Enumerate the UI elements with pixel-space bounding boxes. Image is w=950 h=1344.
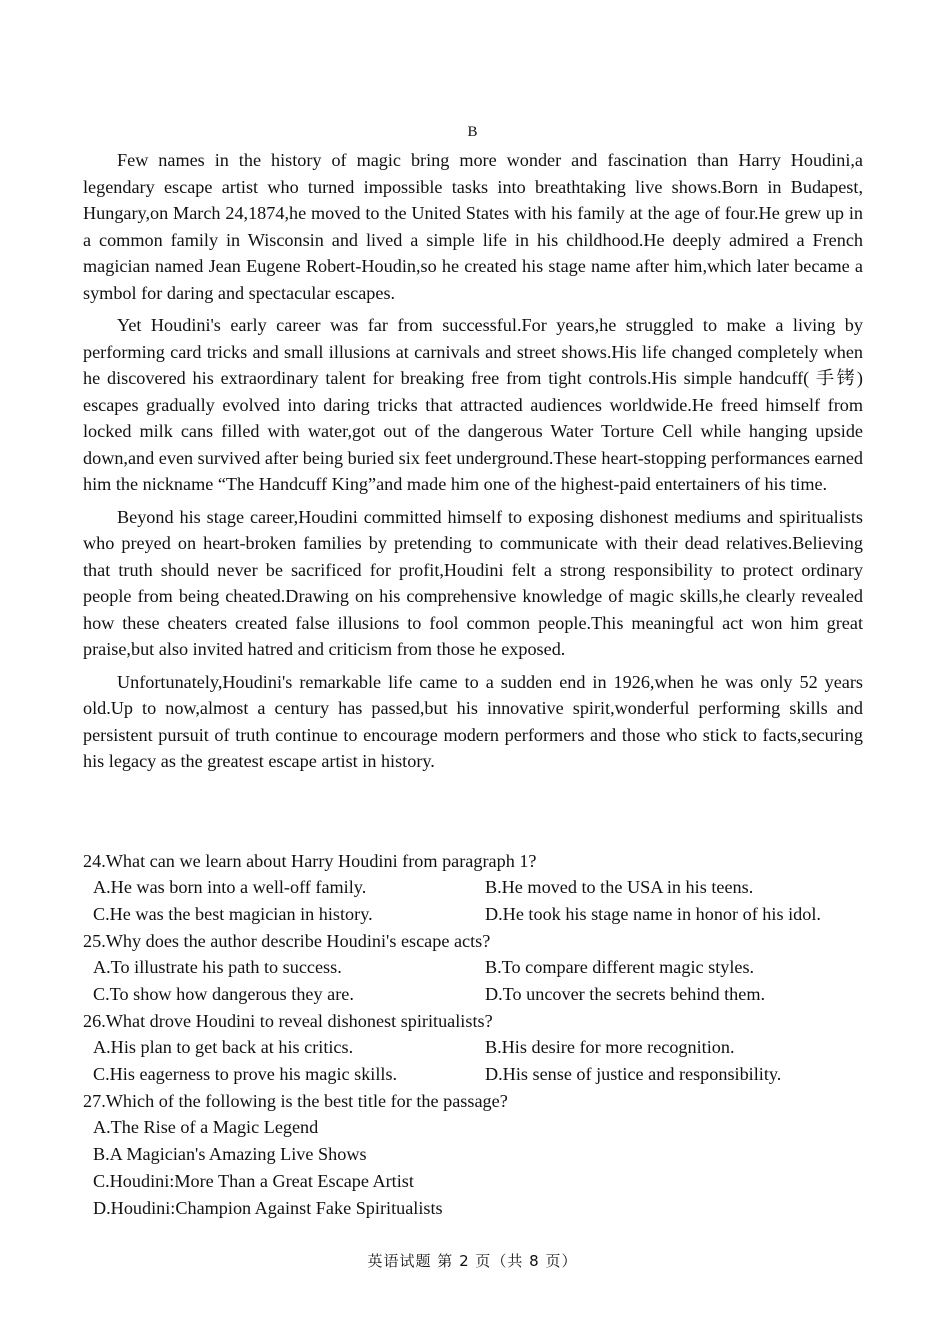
section-label: B — [467, 124, 478, 140]
option-row — [83, 901, 873, 928]
question-27 — [83, 1088, 873, 1222]
option-a: A.The Rise of a Magic Legend — [93, 1117, 319, 1137]
question-stem: 24.What can we learn about Harry Houdini from paragraph 1? — [83, 851, 537, 871]
paragraph-3: Beyond his stage career,Houdini committed himself to exposing dishonest mediums and spiritualists who preyed on heart-broken families by pretending to communicate with their dead relatives.Believing that truth should never be sacrificed for profit,Houdini felt a strong responsibility to protect ordinary people from being cheated.Drawing on his comprehensive knowledge of magic skills,he clearly revealed how these cheaters created false illusions to fool common people.This meaningful act won him great praise,but also invited hatred and criticism from those he exposed. — [83, 506, 863, 659]
option-b: B.To compare different magic styles. — [485, 957, 755, 977]
option-row — [83, 1061, 873, 1088]
option-d: D.He took his stage name in honor of his idol. — [485, 904, 821, 924]
option-row — [83, 1034, 873, 1061]
question-stem: 26.What drove Houdini to reveal dishonest spiritualists? — [83, 1011, 493, 1031]
option-d: D.Houdini:Champion Against Fake Spiritualists — [93, 1198, 443, 1218]
option-row — [83, 981, 873, 1008]
option-a: A.He was born into a well-off family. — [93, 877, 367, 897]
question-stem: 25.Why does the author describe Houdini's escape acts? — [83, 931, 491, 951]
reading-passage — [83, 147, 863, 781]
option-a: A.His plan to get back at his critics. — [93, 1037, 354, 1057]
option-row — [83, 954, 873, 981]
question-list — [83, 848, 873, 1222]
question-stem: 27.Which of the following is the best title for the passage? — [83, 1091, 508, 1111]
question-24 — [83, 848, 873, 928]
option-c: C.Houdini:More Than a Great Escape Artist — [93, 1171, 414, 1191]
page-footer: 英语试题 第 2 页（共 8 页） — [367, 1252, 578, 1270]
option-d: D.His sense of justice and responsibility. — [485, 1064, 782, 1084]
option-row — [83, 874, 873, 901]
option-b: B.A Magician's Amazing Live Shows — [93, 1144, 367, 1164]
question-26 — [83, 1008, 873, 1088]
option-b: B.He moved to the USA in his teens. — [485, 877, 754, 897]
option-d: D.To uncover the secrets behind them. — [485, 984, 766, 1004]
paragraph-1: Few names in the history of magic bring more wonder and fascination than Harry Houdini,a legendary escape artist who turned impossible tasks into breathtaking live shows.Born in Budapest, Hungary,on March 24,1874,he moved to the United States with his family at the age of four.He grew up in a common family in Wisconsin and lived a simple life in his childhood.He deeply admired a French magician named Jean Eugene Robert-Houdin,so he created his stage name after him,which later became a symbol for daring and spectacular escapes. — [83, 150, 863, 303]
option-c: C.His eagerness to prove his magic skills. — [93, 1064, 398, 1084]
question-25 — [83, 928, 873, 1008]
paragraph-2: Yet Houdini's early career was far from successful.For years,he struggled to make a living by performing card tricks and small illusions at carnivals and street shows.His life changed completely when he discovered his extraordinary talent for breaking free from tight controls.His simple handcuff( 手铐) escapes gradually evolved into daring tricks that attracted audiences worldwide.He freed himself from locked milk cans filled with water,got out of the dangerous Water Torture Cell while hanging upside down,and even survived after being buried six feet underground.These heart-stopping performances earned him the nickname “The Handcuff King”and made him one of the highest-paid entertainers of his time. — [83, 315, 863, 494]
paragraph-4: Unfortunately,Houdini's remarkable life came to a sudden end in 1926,when he was only 52 years old.Up to now,almost a century has passed,but his innovative spirit,wonderful performing skills and persistent pursuit of truth continue to encourage modern performers and those who stick to facts,securing his legacy as the greatest escape artist in history. — [83, 671, 863, 771]
option-a: A.To illustrate his path to success. — [93, 957, 342, 977]
option-b: B.His desire for more recognition. — [485, 1037, 735, 1057]
option-c: C.He was the best magician in history. — [93, 904, 373, 924]
option-c: C.To show how dangerous they are. — [93, 984, 354, 1004]
